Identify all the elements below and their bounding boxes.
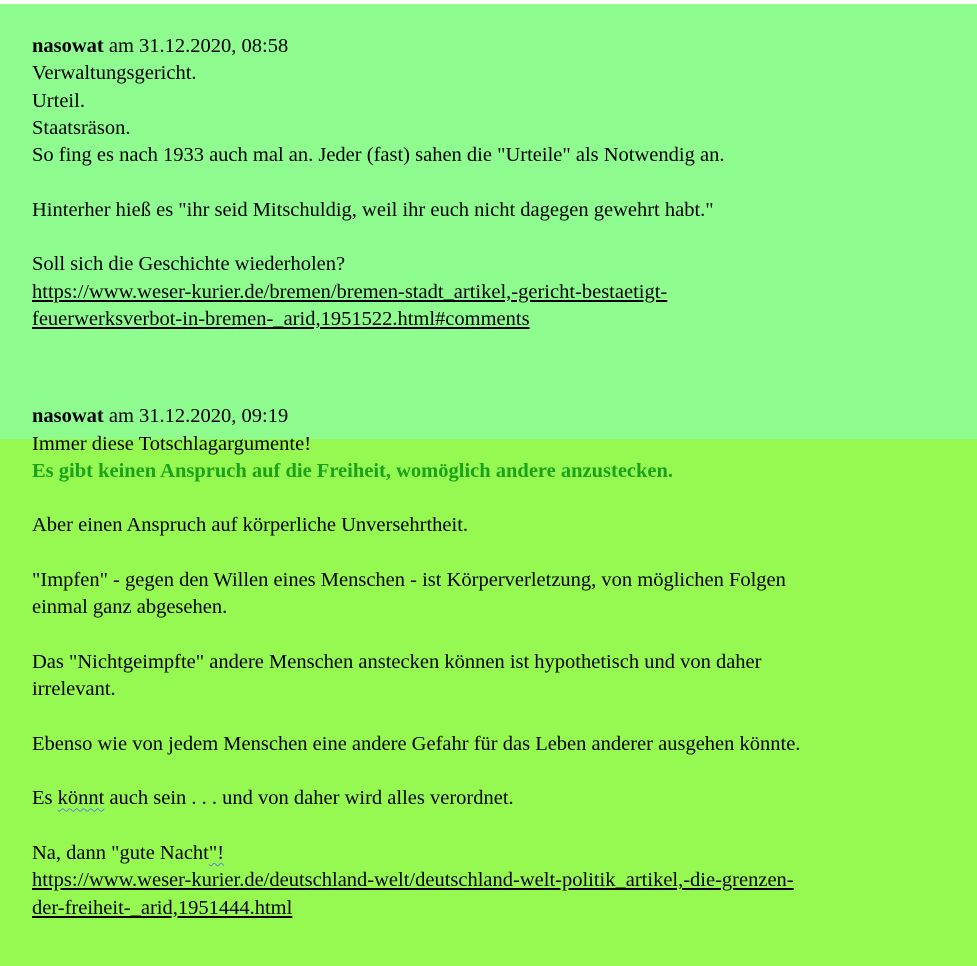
comment-1-line: So fing es nach 1933 auch mal an. Jeder (fast) sahen die "Urteile" als Notwendig an. <box>32 144 725 167</box>
comment-2-line: Immer diese Totschlagargumente! <box>32 432 312 455</box>
spellcheck-mark[interactable]: "! <box>208 842 225 865</box>
comment-2-blank <box>32 813 972 840</box>
comment-1-blank <box>32 224 972 251</box>
comment-2-blank <box>32 758 972 785</box>
comment-1-line: Hinterher hieß es "ihr seid Mitschuldig, weil ihr euch nicht dagegen gewehrt habt." <box>32 198 714 221</box>
comment-2-line: "Impfen" - gegen den Willen eines Menschen - ist Körperverletzung, von möglichen Folgen <box>32 569 786 592</box>
comment-2-blank <box>32 704 972 731</box>
comment-2-highlight-quote: Es gibt keinen Anspruch auf die Freiheit, womöglich andere anzustecken. <box>32 459 674 482</box>
comment-2-link[interactable]: https://www.weser-kurier.de/deutschland-welt/deutschland-welt-politik_artikel,-die-grenzen- <box>32 869 794 892</box>
comment-1-author[interactable]: nasowat <box>32 35 104 57</box>
comment-1-line: Soll sich die Geschichte wiederholen? <box>32 253 346 276</box>
spellcheck-word[interactable]: könnt <box>57 787 105 810</box>
comment-1-link[interactable]: https://www.weser-kurier.de/bremen/bremen-stadt_artikel,-gericht-bestaetigt- <box>32 280 668 303</box>
comment-1-meta: am 31.12.2020, 08:58 <box>103 35 289 57</box>
comment-2-line: Das "Nichtgeimpfte" andere Menschen anstecken können ist hypothetisch und von daher <box>32 650 762 673</box>
comment-2-line: einmal ganz abgesehen. <box>32 596 228 619</box>
comment-2-text: auch sein . . . und von daher wird alles verordnet. <box>104 787 514 810</box>
comment-2-blank <box>32 540 972 567</box>
comment-1-header <box>32 33 972 60</box>
comment-2 <box>32 403 972 922</box>
comment-1-blank <box>32 169 972 196</box>
comment-2-text: Na, dann "gute Nacht <box>32 842 209 865</box>
comment-2-line <box>32 785 972 812</box>
comment-1-line: Verwaltungsgericht. <box>32 62 197 85</box>
comment-2-meta: am 31.12.2020, 09:19 <box>103 405 289 428</box>
comment-1-line: Urteil. <box>32 89 85 112</box>
comment-2-line: Aber einen Anspruch auf körperliche Unversehrtheit. <box>32 514 469 537</box>
comment-1 <box>32 33 972 333</box>
comment-2-line: Ebenso wie von jedem Menschen eine andere Gefahr für das Leben anderer ausgehen könnte. <box>32 732 801 755</box>
comment-2-line: irrelevant. <box>32 678 116 701</box>
comment-2-author[interactable]: nasowat <box>32 405 104 428</box>
comment-1-link-continued[interactable]: feuerwerksverbot-in-bremen-_arid,1951522.html#comments <box>32 307 530 330</box>
comment-1-line: Staatsräson. <box>32 116 131 139</box>
comment-2-link-continued[interactable]: der-freiheit-_arid,1951444.html <box>32 896 293 919</box>
comment-2-blank <box>32 622 972 649</box>
comment-separator <box>32 333 972 403</box>
comment-2-blank <box>32 485 972 512</box>
comment-2-header <box>32 403 972 430</box>
comment-2-line <box>32 840 972 867</box>
comment-document <box>32 33 972 922</box>
comment-2-text: Es <box>32 787 58 810</box>
